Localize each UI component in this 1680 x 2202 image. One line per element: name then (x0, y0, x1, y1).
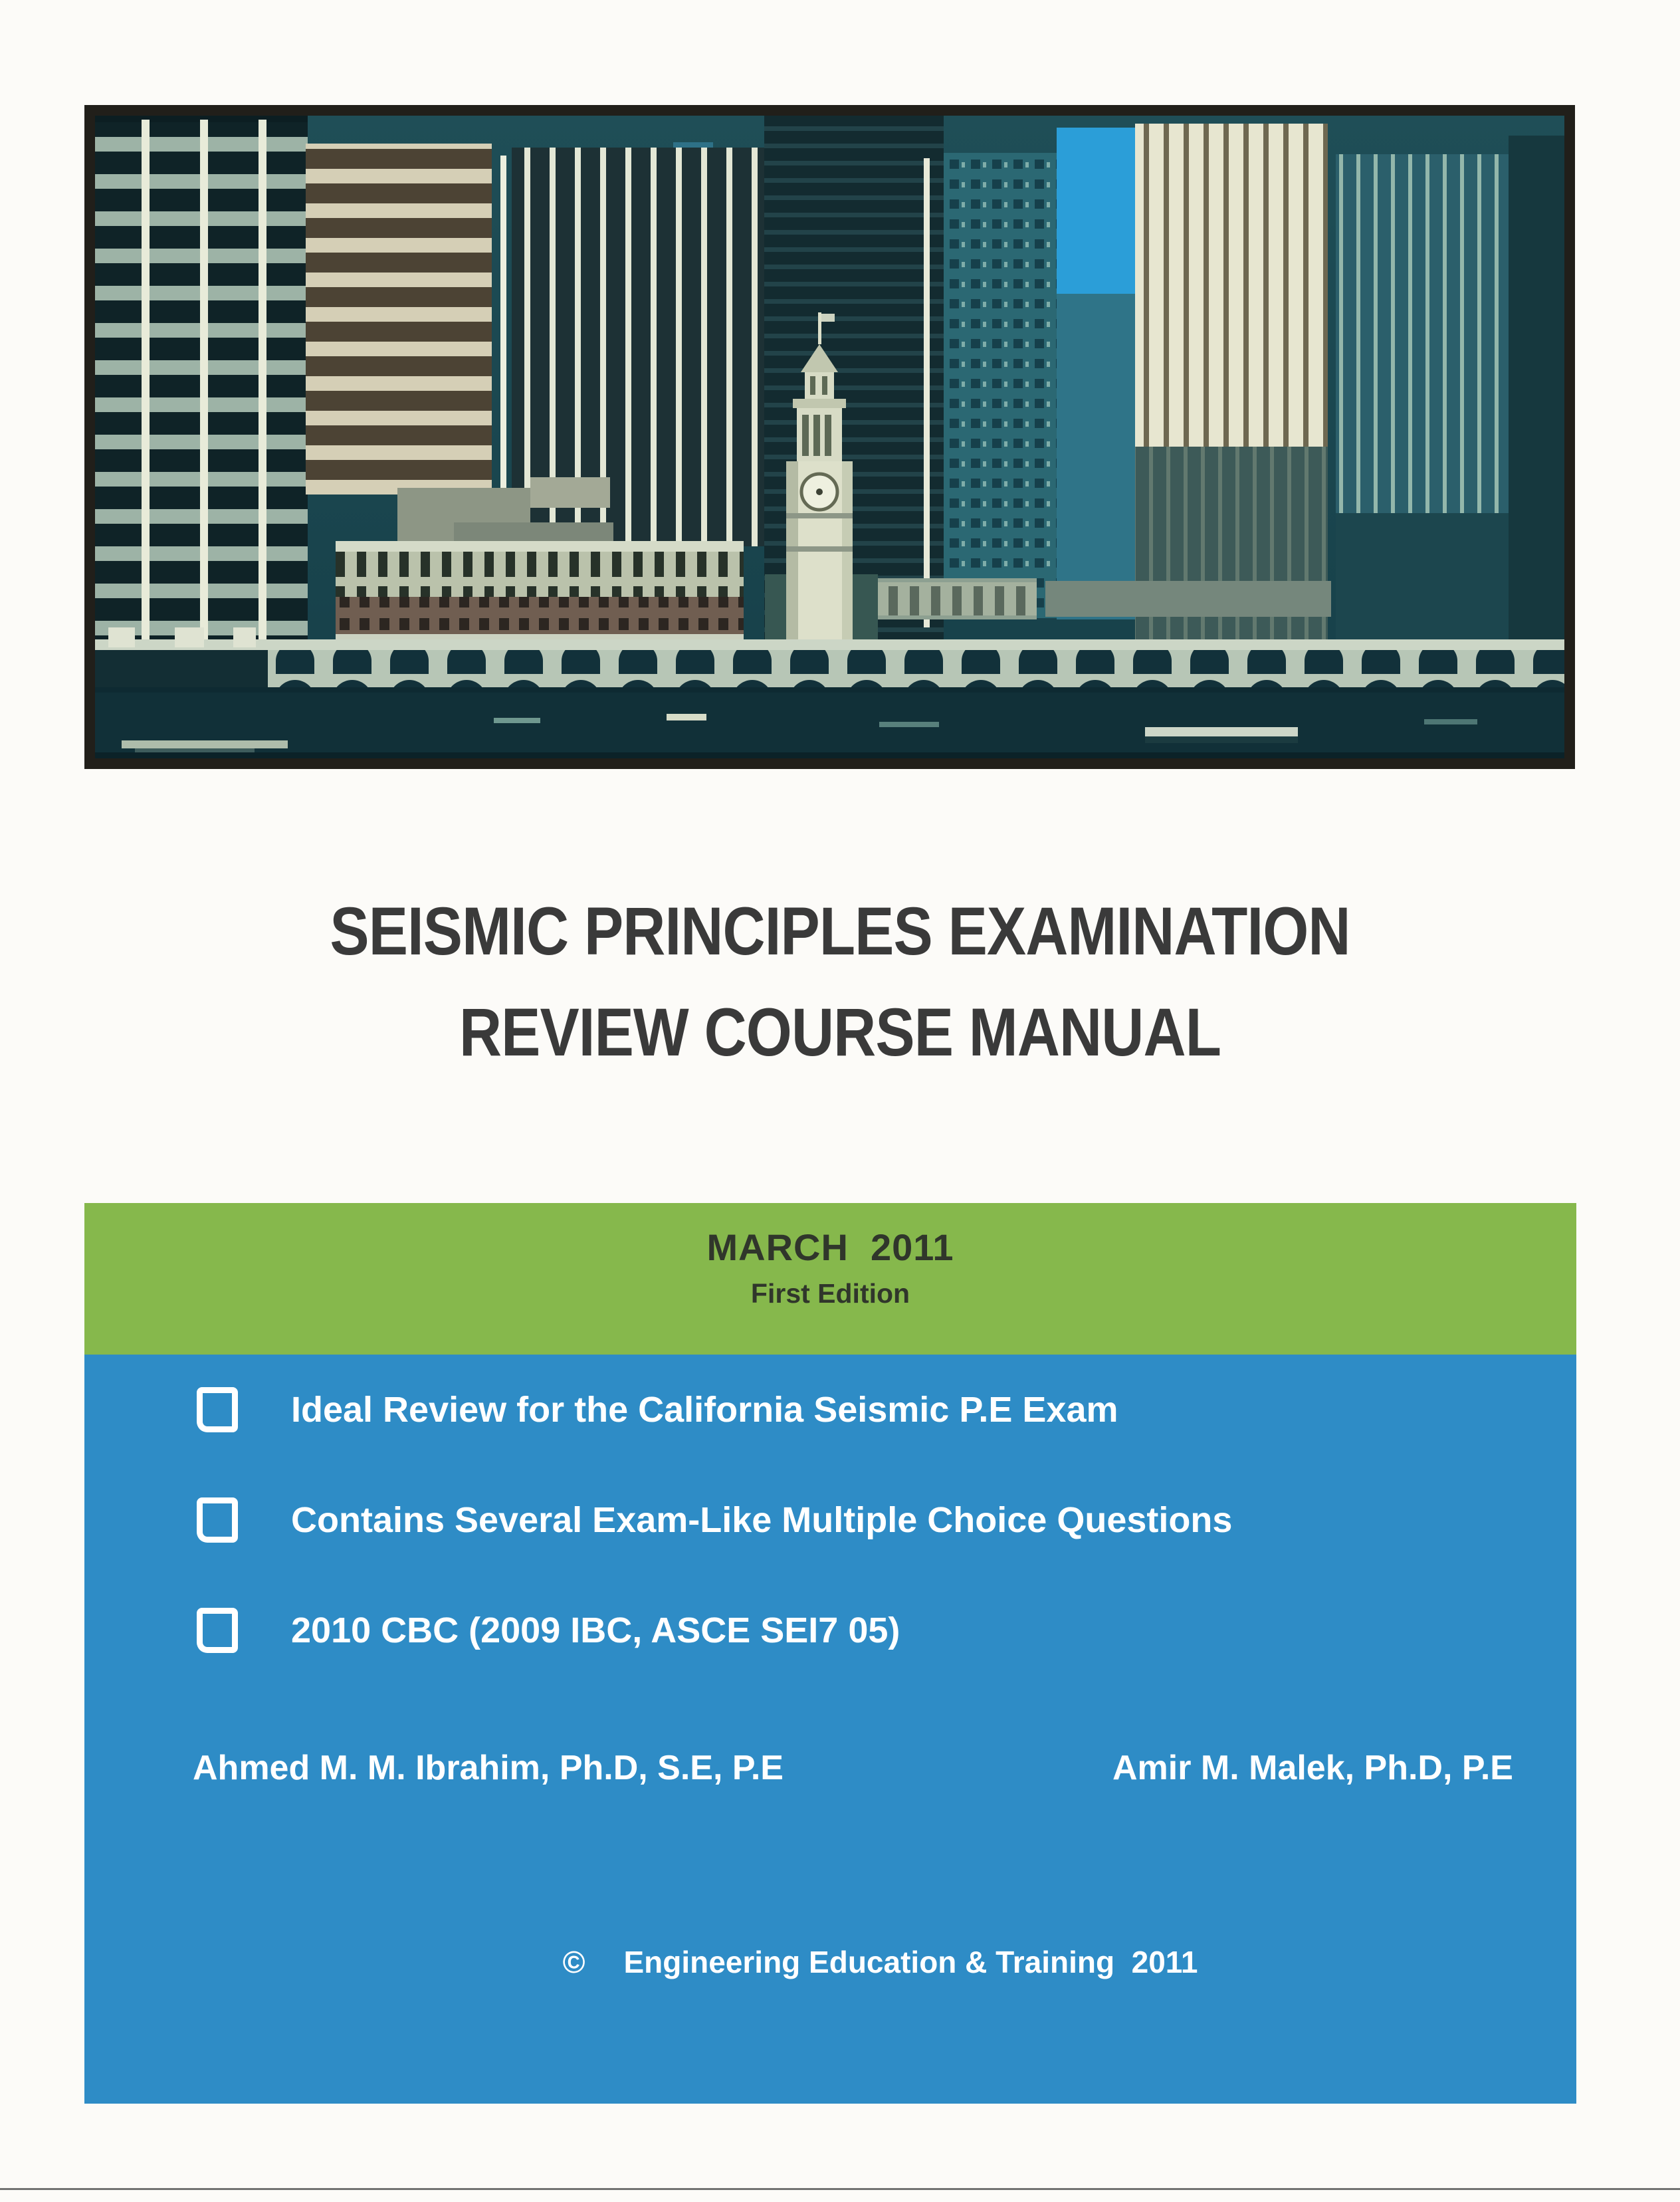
scan-artifact-line (0, 2188, 1680, 2190)
feature-label: Contains Several Exam-Like Multiple Choice Questions (291, 1500, 1233, 1540)
book-title-line-2: REVIEW COURSE MANUAL (459, 994, 1221, 1070)
striped-highrise-left (95, 116, 308, 647)
feature-list (84, 1388, 1576, 1719)
features-panel (84, 1355, 1576, 2104)
city-skyline-photo (95, 116, 1564, 758)
water (95, 693, 1564, 758)
book-title (0, 881, 1680, 1083)
cover-photo-frame (84, 105, 1575, 769)
edition-date: MARCH 2011 (706, 1226, 954, 1268)
sky-patch (1057, 128, 1135, 294)
copyright-text: Engineering Education & Training 2011 (623, 1945, 1198, 1979)
flag (821, 314, 835, 322)
edition-band (84, 1203, 1576, 1355)
authors-row (84, 1748, 1576, 1795)
boat (122, 740, 288, 748)
ferry-boat (1145, 727, 1298, 736)
teal-grid-building (944, 153, 1057, 618)
edition-name: First Edition (750, 1278, 910, 1309)
book-title-line-1: SEISMIC PRINCIPLES EXAMINATION (330, 893, 1350, 969)
author-name-secondary: Amir M. Malek, Ph.D, P.E (1112, 1749, 1513, 1787)
feature-label: Ideal Review for the California Seismic P.E Exam (291, 1390, 1118, 1430)
checkbox-bullet-icon (197, 1497, 238, 1543)
right-teal-building (1336, 136, 1564, 647)
feature-item (84, 1608, 1576, 1652)
copyright-line (184, 1944, 1576, 1980)
feature-item (84, 1388, 1576, 1432)
copyright-icon: © (562, 1945, 585, 1979)
bright-cream-tower (1135, 124, 1328, 646)
tan-highrise (306, 144, 492, 495)
checkbox-bullet-icon (197, 1608, 238, 1653)
feature-label: 2010 CBC (2009 IBC, ASCE SEI7 05) (291, 1610, 900, 1650)
checkbox-bullet-icon (197, 1387, 238, 1432)
feature-item (84, 1498, 1576, 1542)
author-name-primary: Ahmed M. M. Ibrahim, Ph.D, S.E, P.E (193, 1749, 784, 1787)
